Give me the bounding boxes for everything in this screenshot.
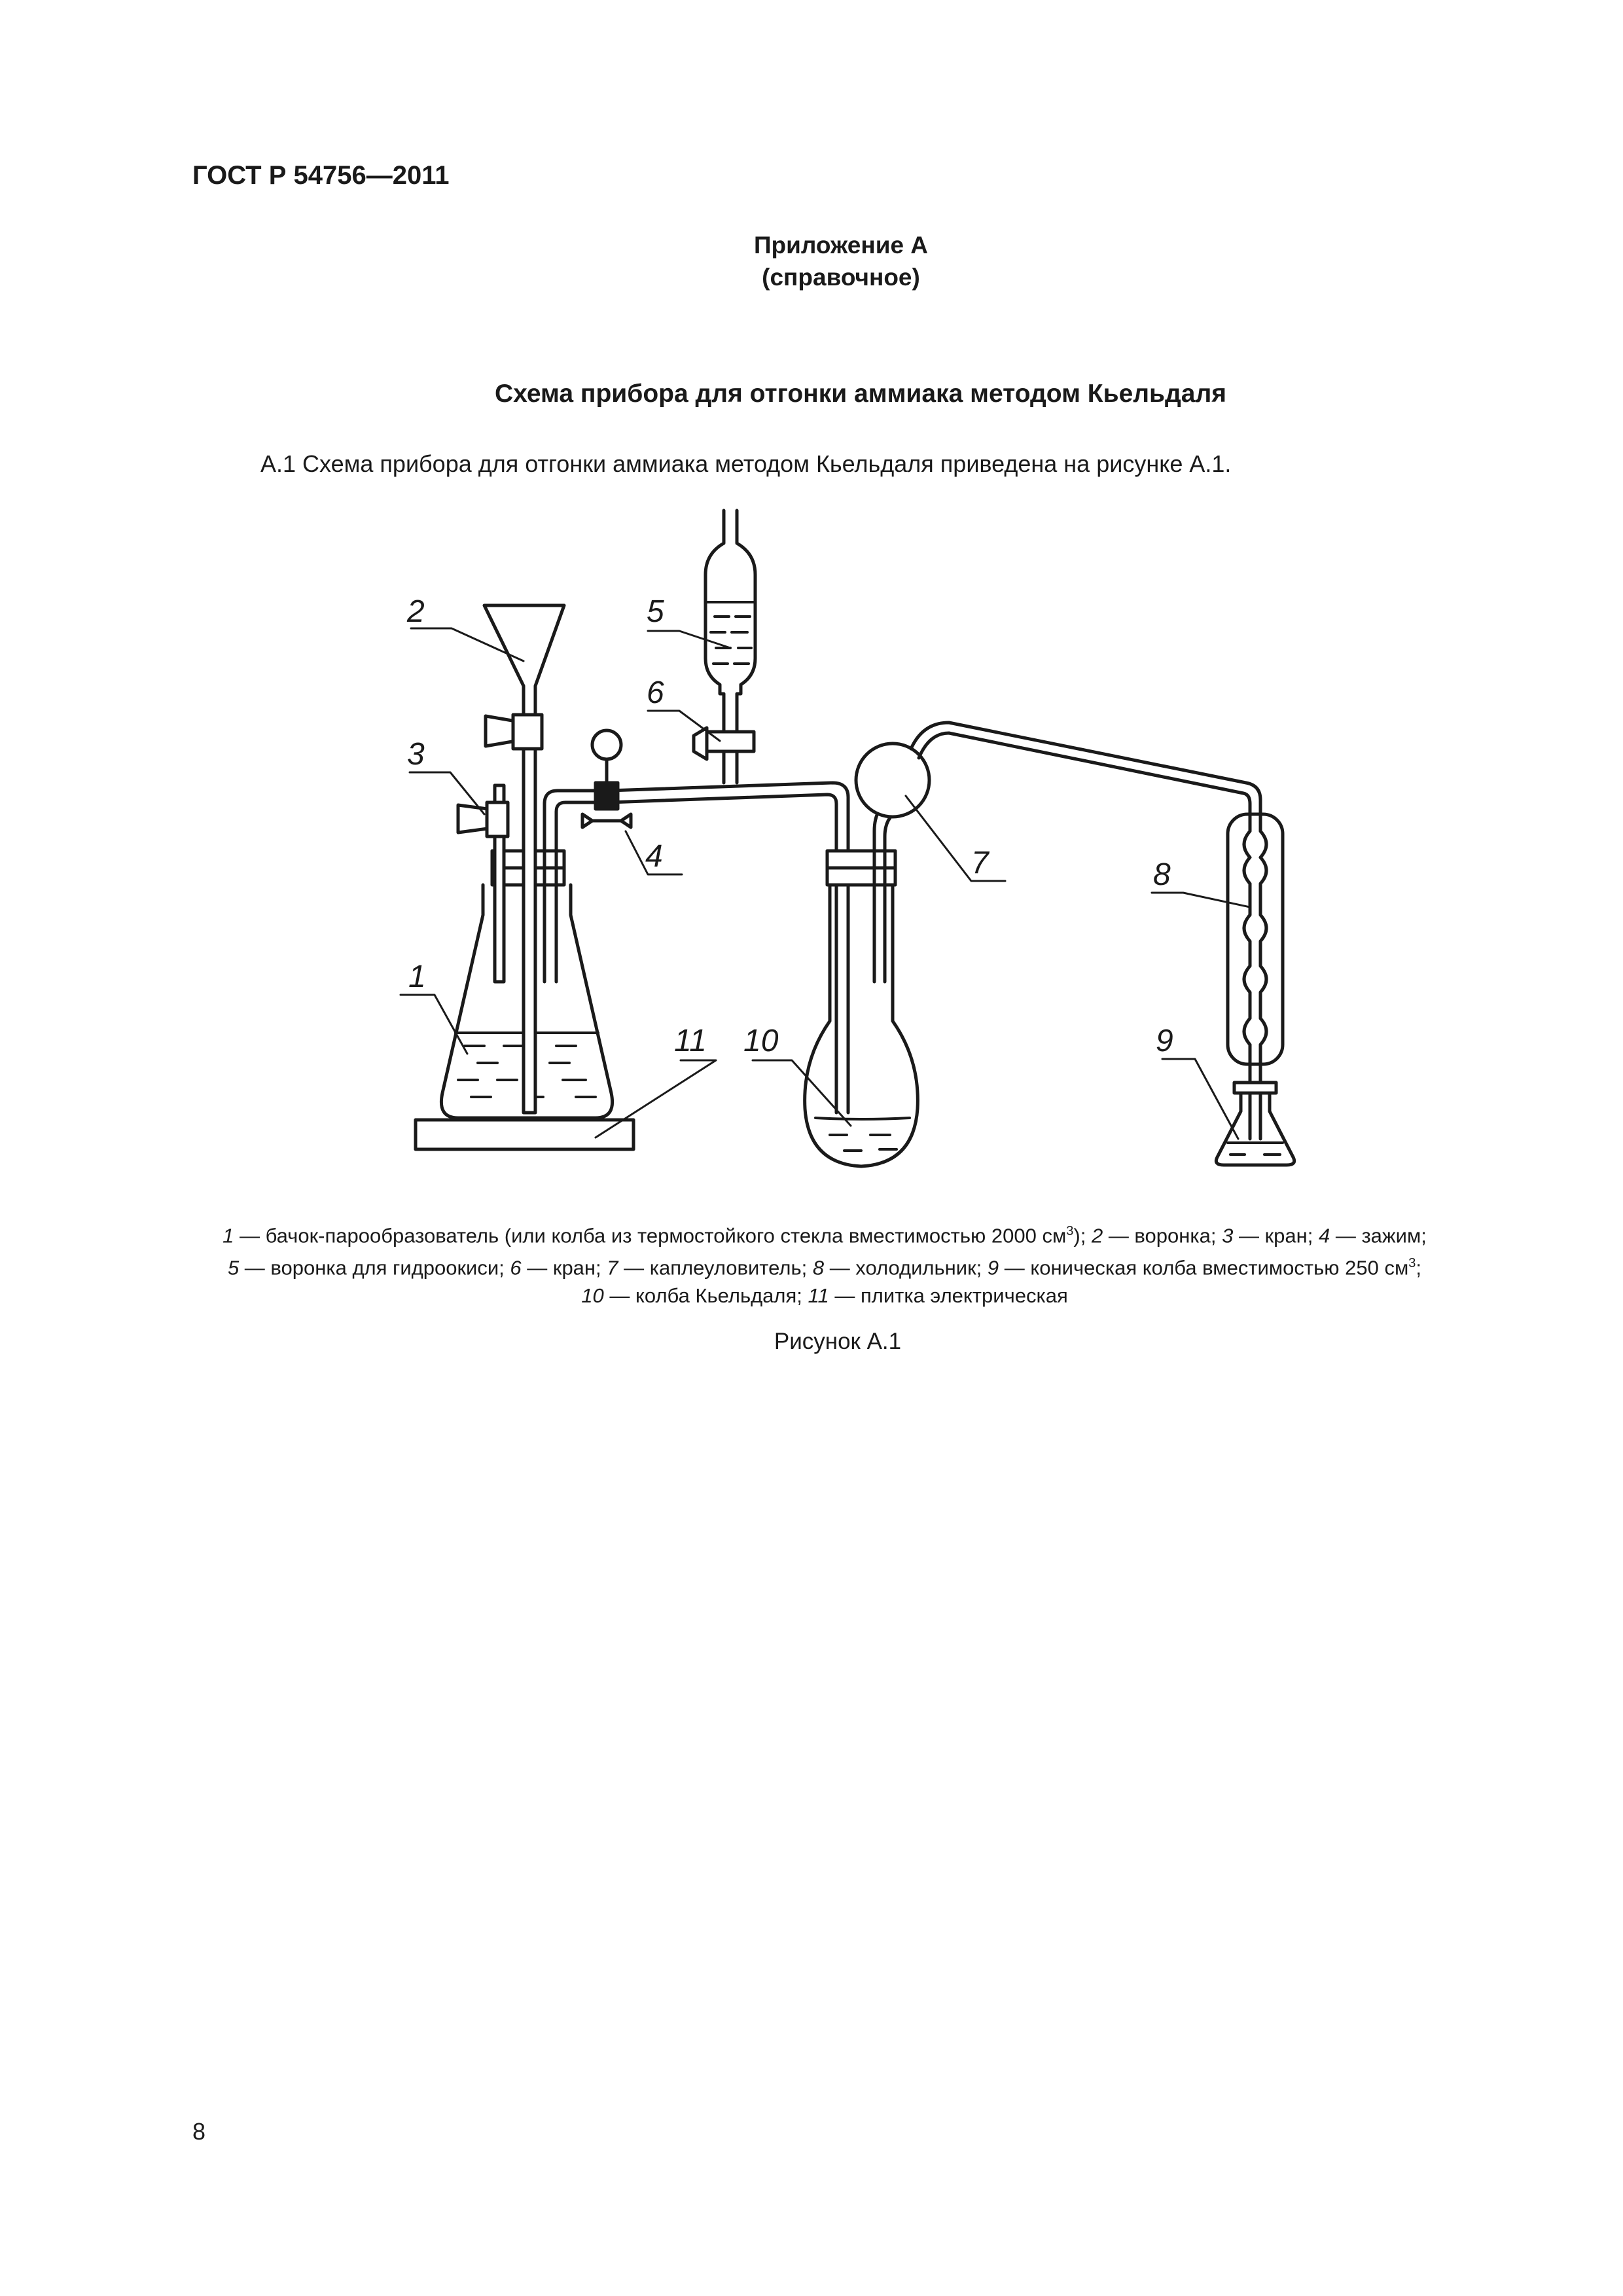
legend-num: 2 — [1091, 1224, 1103, 1247]
splash-trap — [856, 744, 929, 817]
trap-inlet-tube — [874, 800, 902, 982]
callout-1: 1 — [408, 960, 426, 994]
figure-caption: Рисунок А.1 — [774, 1329, 902, 1354]
section-title: Схема прибора для отгонки аммиака методом Кьельдаля — [494, 380, 1226, 408]
funnel-stopcock — [486, 715, 542, 749]
appendix-subtitle: (справочное) — [762, 264, 920, 291]
callout-9: 9 — [1156, 1024, 1173, 1058]
legend-num: 7 — [607, 1256, 618, 1280]
legend-text: — воронка для гидроокиси; — [239, 1256, 510, 1280]
legend-text: — коническая колба вместимостью 250 см — [999, 1256, 1409, 1280]
kjeldahl-flask — [805, 851, 918, 1166]
callout-2: 2 — [407, 594, 425, 629]
legend-num: 1 — [223, 1224, 234, 1247]
callout-8: 8 — [1153, 857, 1171, 892]
legend-sup: 3 — [1066, 1224, 1074, 1238]
legend-num: 8 — [812, 1256, 825, 1280]
connecting-tube — [609, 783, 848, 1113]
legend-line-2 — [26, 1249, 1623, 1282]
callout-11: 11 — [674, 1024, 707, 1058]
legend-text: — кран; — [1233, 1224, 1319, 1247]
stopcock-3 — [458, 802, 508, 836]
page-number: 8 — [192, 2118, 206, 2145]
appendix-title: Приложение А — [753, 232, 929, 259]
callout-7: 7 — [971, 846, 989, 880]
legend-text: — зажим; — [1330, 1224, 1427, 1247]
legend-text: — плитка электрическая — [829, 1283, 1068, 1307]
clamp — [582, 730, 631, 827]
legend-num: 3 — [1222, 1224, 1234, 1247]
condenser-inlet-tube — [911, 723, 1260, 814]
figure-legend — [0, 1217, 1623, 1310]
legend-text: — бачок-парообразователь (или колба из термостойкого стекла вместимостью 2000 см — [234, 1224, 1067, 1247]
legend-text: — холодильник; — [824, 1256, 988, 1280]
document-number: ГОСТ Р 54756—2011 — [192, 161, 450, 190]
legend-text: ; — [1416, 1256, 1422, 1280]
callout-4: 4 — [645, 839, 663, 874]
legend-num: 9 — [987, 1256, 999, 1280]
legend-line-1 — [26, 1217, 1623, 1249]
legend-text: — каплеуловитель; — [618, 1256, 813, 1280]
legend-num: 11 — [808, 1283, 829, 1307]
legend-text: — кран; — [521, 1256, 607, 1280]
intro-paragraph: А.1 Схема прибора для отгонки аммиака методом Кьельдаля приведена на рисунке А.1. — [260, 450, 1232, 477]
legend-sup: 3 — [1408, 1256, 1416, 1271]
legend-num: 10 — [581, 1283, 604, 1307]
legend-text: — воронка; — [1103, 1224, 1222, 1247]
legend-num: 4 — [1318, 1224, 1330, 1247]
legend-text: ); — [1073, 1224, 1092, 1247]
legend-line-3 — [26, 1282, 1623, 1310]
callout-10: 10 — [743, 1024, 779, 1058]
callout-5: 5 — [647, 594, 664, 629]
legend-num: 6 — [510, 1256, 522, 1280]
legend-text: — колба Кьельдаля; — [603, 1283, 808, 1307]
conical-flask — [1216, 1083, 1294, 1165]
callout-6: 6 — [647, 675, 664, 710]
callout-3: 3 — [407, 737, 425, 772]
legend-num: 5 — [227, 1256, 240, 1280]
